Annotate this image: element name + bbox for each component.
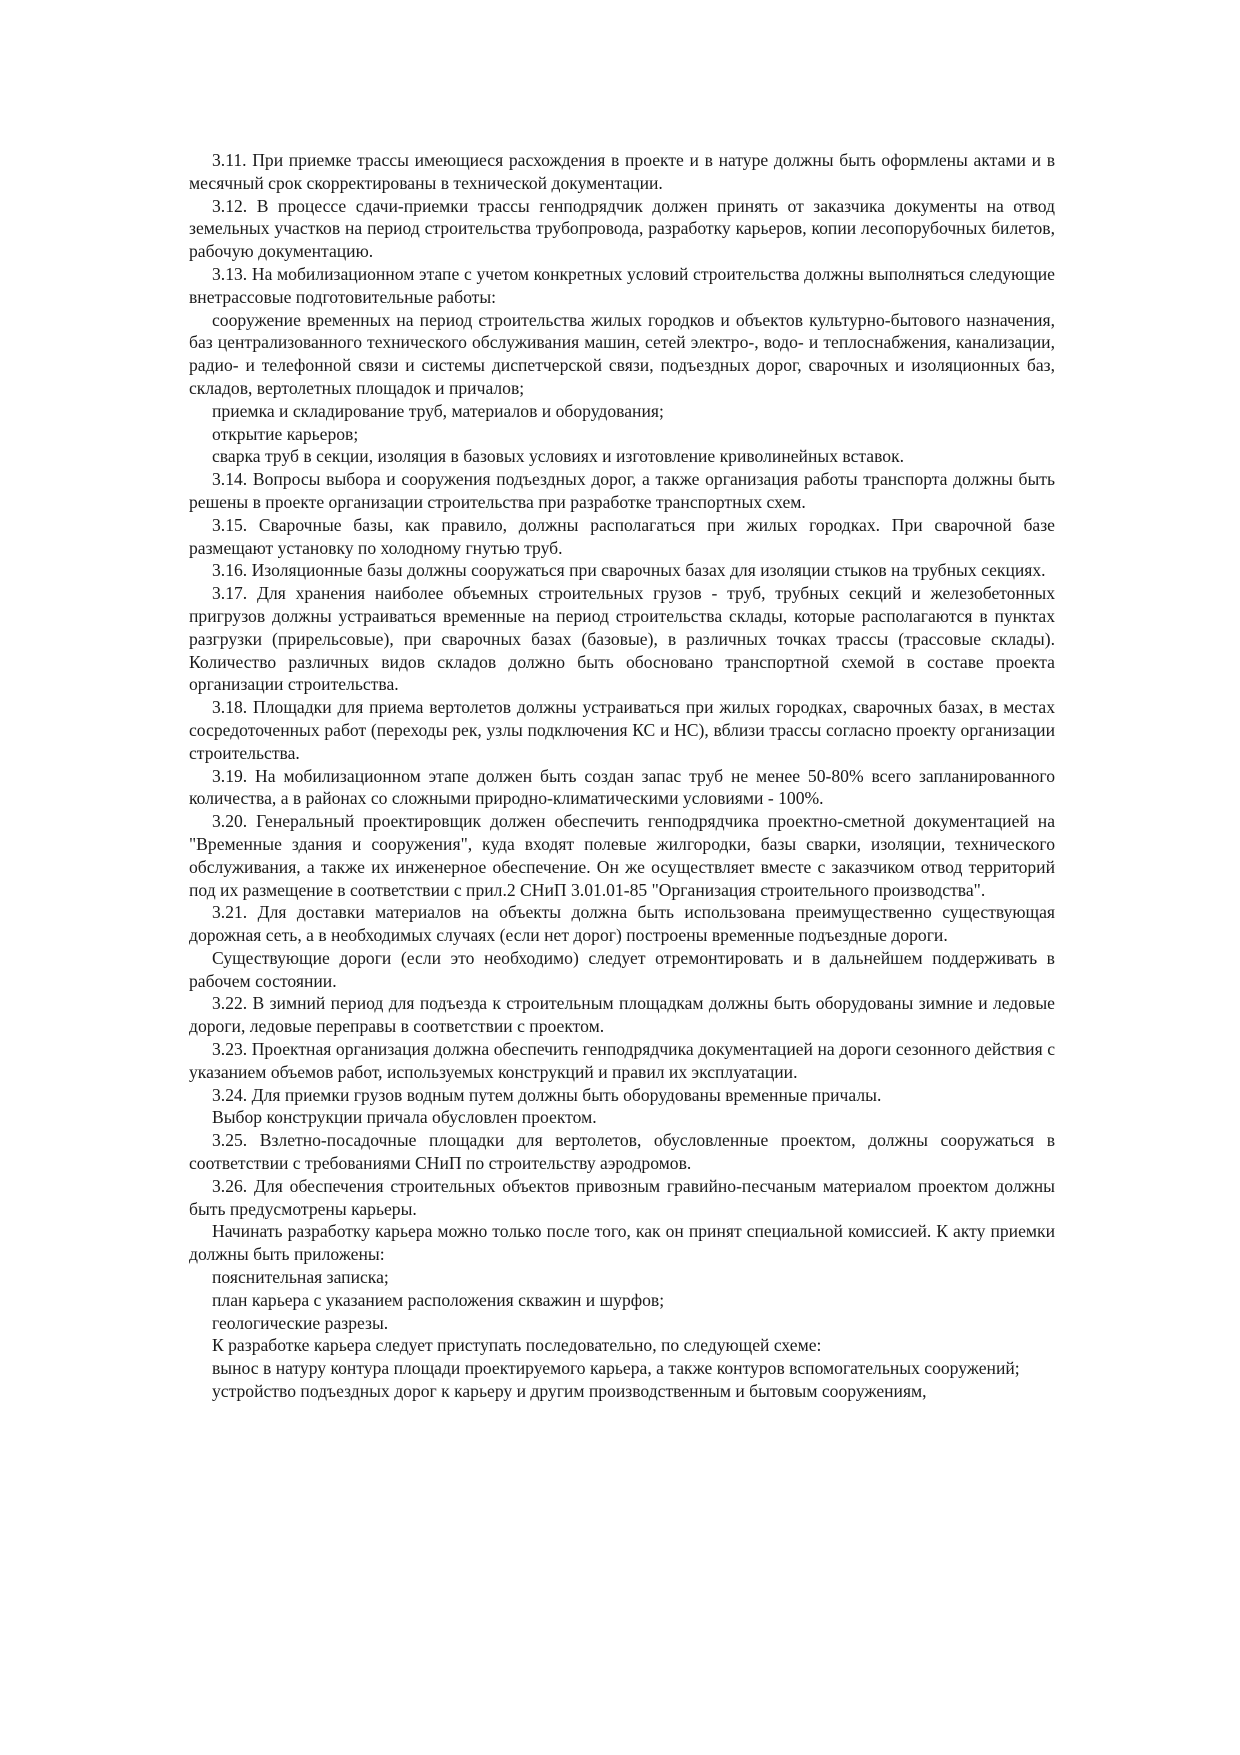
paragraph-quarry-acceptance: Начинать разработку карьера можно только после того, как он принят специальной комиссией. К акту приемки должны быть приложены: <box>189 1221 1055 1265</box>
paragraph-3-23: 3.23. Проектная организация должна обеспечить генподрядчика документацией на дороги сезонного действия с указанием объемов работ, используемых конструкций и правил их эксплуатации. <box>189 1039 1055 1082</box>
list-item-contour-staking: вынос в натуру контура площади проектируемого карьера, а также контуров вспомогательных сооружений; <box>212 1358 1020 1379</box>
paragraph-3-13: 3.13. На мобилизационном этапе с учетом конкретных условий строительства должны выполняться следующие внетрассовые подготовительные работы: <box>189 263 1055 307</box>
paragraph-3-25: 3.25. Взлетно-посадочные площадки для вертолетов, обусловленные проектом, должны сооружаться в соответствии с требованиями СНиП по строительству аэродромов. <box>189 1130 1055 1174</box>
paragraph-3-18: 3.18. Площадки для приема вертолетов должны устраиваться при жилых городках, сварочных базах, в местах сосредоточенных работ (переходы рек, узлы подключения КС и НС), вблизи трассы согласно проекту организации строительства. <box>189 697 1055 763</box>
paragraph-pier-design: Выбор конструкции причала обусловлен проектом. <box>212 1107 597 1128</box>
paragraph-3-17: 3.17. Для хранения наиболее объемных строительных грузов - труб, трубных секций и железобетонных пригрузов должны устраиваться временные на период строительства склады, которые располагаются в пунктах разгрузки (прирельсовые), при сварочных базах (базовые), в различных точках трассы (трассовые склады). Количество различных видов складов должно быть обосновано транспортной схемой в составе проекта организации строительства. <box>189 583 1055 695</box>
paragraph-3-22: 3.22. В зимний период для подъезда к строительным площадкам должны быть оборудованы зимние и ледовые дороги, ледовые переправы в соответствии с проектом. <box>189 993 1055 1037</box>
paragraph-3-12: 3.12. В процессе сдачи-приемки трассы генподрядчик должен принять от заказчика документы на отвод земельных участков на период строительства трубопровода, разработку карьеров, копии лесопорубочных билетов, рабочую документацию. <box>189 195 1055 262</box>
paragraph-3-20: 3.20. Генеральный проектировщик должен обеспечить генподрядчика проектно-сметной документацией на "Временные здания и сооружения", куда входят полевые жилгородки, базы сварки, изоляции, технического обслуживания, а также их инженерное обеспечение. Он же осуществляет вместе с заказчиком отвод территорий под их размещение в соответствии с прил.2 СНиП 3.01.01-85 "Организация строительного производства". <box>189 811 1055 900</box>
paragraph-3-15: 3.15. Сварочные базы, как правило, должны располагаться при жилых городках. При сварочной базе размещают установку по холодному гнутью труб. <box>189 514 1055 558</box>
list-item-quarries: открытие карьеров; <box>212 423 359 444</box>
list-item-access-roads: устройство подъездных дорог к карьеру и другим производственным и бытовым сооружениям, <box>212 1381 927 1402</box>
paragraph-roads-maintenance: Существующие дороги (если это необходимо) следует отремонтировать и в дальнейшем поддерживать в рабочем состоянии. <box>189 947 1055 991</box>
list-item-welding: сварка труб в секции, изоляция в базовых условиях и изготовление криволинейных вставок. <box>212 446 905 467</box>
paragraph-3-16: 3.16. Изоляционные базы должны сооружаться при сварочных базах для изоляции стыков на трубных секциях. <box>212 560 1046 581</box>
list-item-geological-sections: геологические разрезы. <box>212 1312 389 1333</box>
paragraph-3-24: 3.24. Для приемки грузов водным путем должны быть оборудованы временные причалы. <box>212 1084 882 1105</box>
list-item-explanatory-note: пояснительная записка; <box>212 1267 389 1288</box>
paragraph-3-14: 3.14. Вопросы выбора и сооружения подъездных дорог, а также организация работы транспорта должны быть решены в проекте организации строительства при разработке транспортных схем. <box>189 469 1055 512</box>
paragraph-3-21: 3.21. Для доставки материалов на объекты должна быть использована преимущественно существующая дорожная сеть, а в необходимых случаях (если нет дорог) построены временные подъездные дороги. <box>189 902 1055 946</box>
paragraph-3-26: 3.26. Для обеспечения строительных объектов привозным гравийно-песчаным материалом проектом должны быть предусмотрены карьеры. <box>189 1175 1055 1219</box>
paragraph-quarry-scheme: К разработке карьера следует приступать последовательно, по следующей схеме: <box>212 1335 822 1356</box>
paragraph-3-11: 3.11. При приемке трассы имеющиеся расхождения в проекте и в натуре должны быть оформлены актами и в месячный срок скорректированы в технической документации. <box>189 150 1055 193</box>
list-item-pipe-storage: приемка и складирование труб, материалов и оборудования; <box>212 400 664 421</box>
paragraph-3-19: 3.19. На мобилизационном этапе должен быть создан запас труб не менее 50-80% всего запланированного количества, а в районах со сложными природно-климатическими условиями - 100%. <box>189 765 1055 809</box>
document-page <box>189 149 1055 1403</box>
list-item-quarry-plan: план карьера с указанием расположения скважин и шурфов; <box>212 1289 665 1310</box>
list-item-facilities: сооружение временных на период строительства жилых городков и объектов культурно-бытового назначения, баз централизованного технического обслуживания машин, сетей электро-, водо- и теплоснабжения, канализации, радио- и телефонной связи и системы диспетчерской связи, подъездных дорог, сварочных и изоляционных баз, складов, вертолетных площадок и причалов; <box>189 309 1055 398</box>
